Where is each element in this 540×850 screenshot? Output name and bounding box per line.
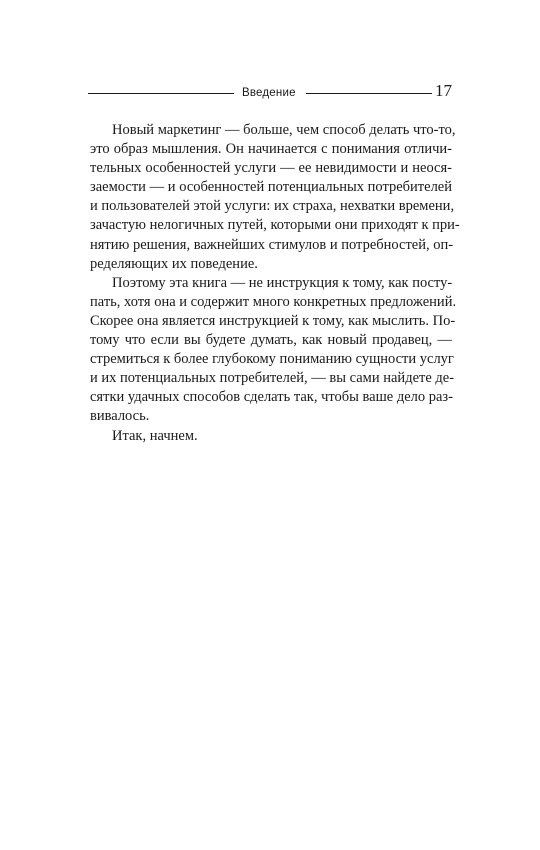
text-line: и пользователей этой услуги: их страха, нехватки времени, — [90, 198, 455, 215]
text-line: тому что если вы будете думать, как новый продавец, — — [90, 332, 452, 349]
section-title: Введение — [242, 87, 296, 99]
paragraph-2 — [90, 274, 457, 427]
paragraph-1 — [90, 121, 460, 274]
text-line: ределяющих их поведение. — [90, 255, 258, 272]
body-text — [90, 121, 460, 446]
text-line: Итак, начнем. — [112, 427, 198, 444]
text-line: заемости — и особенностей потенциальных потребителей — [90, 179, 452, 196]
text-line: вивалось. — [90, 408, 150, 425]
text-line: сятки удачных способов сделать так, чтобы ваше дело раз- — [90, 389, 453, 406]
text-line: стремиться к более глубокому пониманию сущности услуг — [90, 351, 454, 368]
text-line: зачастую нелогичных путей, которыми они приходят к при- — [90, 217, 460, 234]
header-rule-left — [88, 93, 234, 94]
text-line: это образ мышления. Он начинается с понимания отличи- — [90, 141, 452, 158]
text-line: и их потенциальных потребителей, — вы сами найдете де- — [90, 370, 455, 387]
text-line: Новый маркетинг — больше, чем способ делать что-то, — [112, 122, 456, 138]
text-line: Скорее она является инструкцией к тому, как мыслить. По- — [90, 312, 456, 329]
paragraph-3 — [90, 427, 452, 446]
text-line: тельных особенностей услуги — ее невидимости и неося- — [90, 160, 452, 177]
text-line: нятию решения, важнейших стимулов и потребностей, оп- — [90, 236, 454, 253]
page-number: 17 — [435, 81, 452, 100]
text-line: Поэтому эта книга — не инструкция к тому, как посту- — [112, 274, 453, 291]
running-header — [88, 80, 452, 102]
header-rule-right — [306, 93, 432, 94]
text-line: пать, хотя она и содержит много конкретных предложений. — [90, 293, 457, 310]
